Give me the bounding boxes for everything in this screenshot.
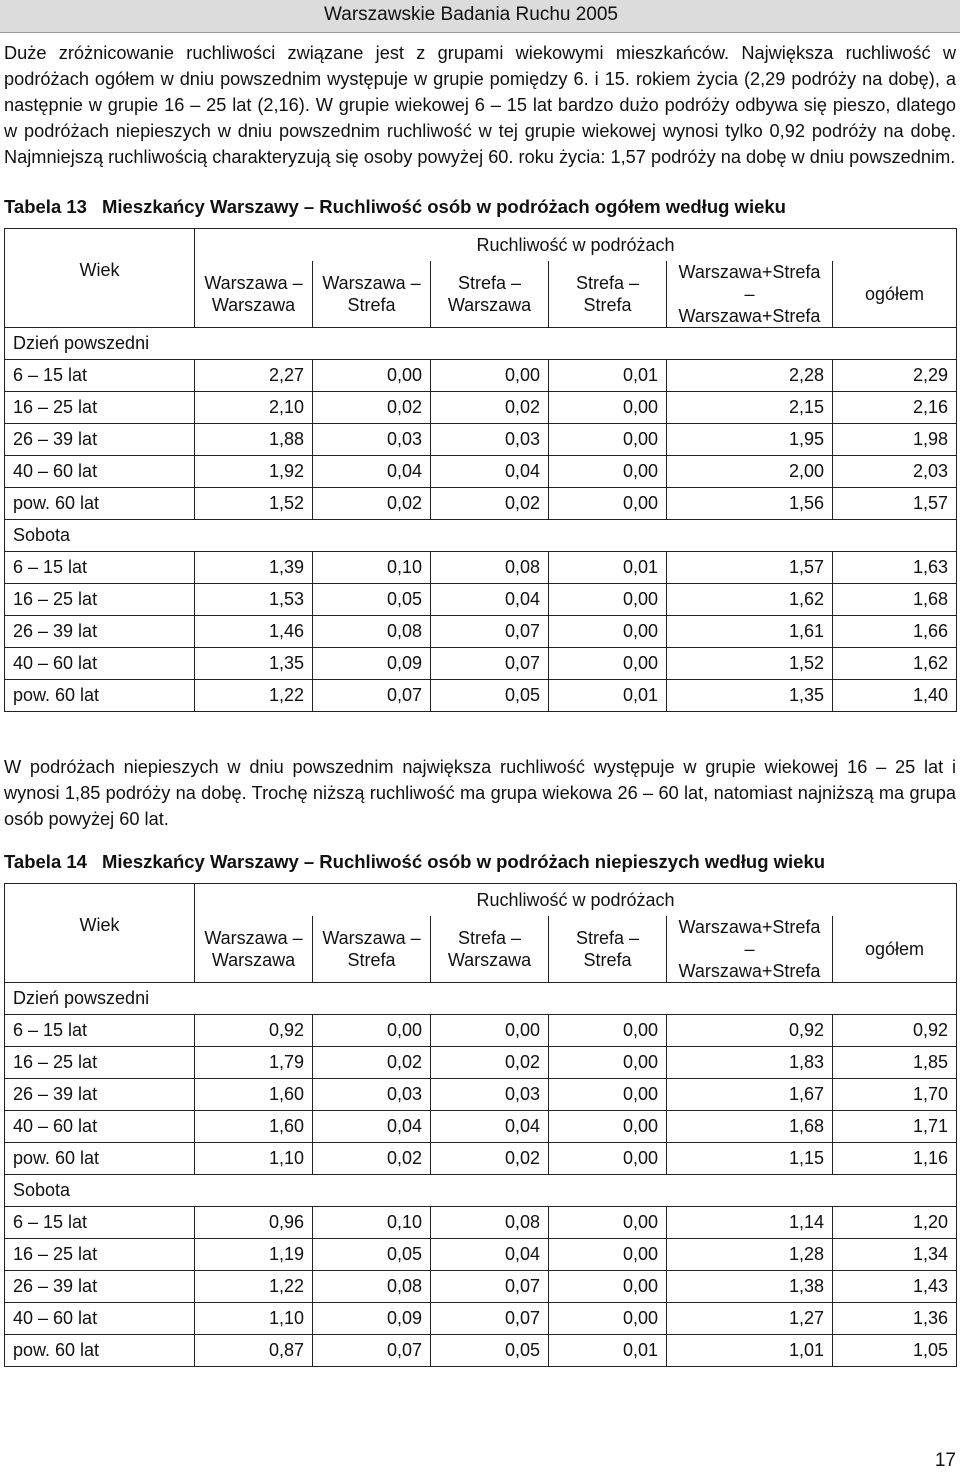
cell-value: 0,00 xyxy=(549,1015,667,1047)
cell-value: 0,08 xyxy=(431,1207,549,1239)
cell-value: 1,38 xyxy=(667,1271,833,1303)
cell-value: 0,00 xyxy=(431,360,549,392)
running-title: Warszawskie Badania Ruchu 2005 xyxy=(324,4,618,25)
row-label-age: 16 – 25 lat xyxy=(5,1239,195,1271)
cell-value: 1,10 xyxy=(195,1303,313,1335)
cell-value: 1,56 xyxy=(667,488,833,520)
row-label-age: 16 – 25 lat xyxy=(5,392,195,424)
cell-value: 1,40 xyxy=(833,680,957,712)
column-header-to: Warszawa+Strefa xyxy=(678,961,821,981)
column-header-to: Strefa xyxy=(347,295,396,315)
cell-value: 1,05 xyxy=(833,1335,957,1367)
cell-value: 0,07 xyxy=(313,680,431,712)
cell-value: 1,98 xyxy=(833,424,957,456)
cell-value: 0,10 xyxy=(313,552,431,584)
cell-value: 1,68 xyxy=(833,584,957,616)
cell-value: 0,96 xyxy=(195,1207,313,1239)
cell-value: 0,00 xyxy=(549,1079,667,1111)
cell-value: 1,35 xyxy=(667,680,833,712)
column-header-from: Warszawa – xyxy=(322,928,421,948)
column-header-from: Strefa – xyxy=(457,928,522,948)
column-header xyxy=(667,916,833,983)
section-row-filler xyxy=(195,520,957,552)
cell-value: 1,63 xyxy=(833,552,957,584)
column-header: ogółem xyxy=(833,916,957,983)
row-label-age: 40 – 60 lat xyxy=(5,456,195,488)
cell-value: 0,07 xyxy=(313,1335,431,1367)
table-row xyxy=(5,1111,957,1143)
intro-paragraph: Duże zróżnicowanie ruchliwości związane jest z grupami wiekowymi mieszkańców. Największa ruchliwość w podróżach ogółem w dniu powszednim występuje w grupie pomiędzy 6. i 15. rokiem życia (2,29 podróży na dobę), a następnie w grupie 16 – 25 lat (2,16). W grupie wiekowej 6 – 15 lat bardzo dużo podróży odbywa się pieszo, dlatego w podróżach niepieszych w dniu powszednim ruchliwość w tej grupie wiekowej wynosi tylko 0,92 podróży na dobę. Najmniejszą ruchliwością charakteryzują się osoby powyżej 60. roku życia: 1,57 podróży na dobę w dniu powszednim. xyxy=(4,43,956,167)
column-header-to: Strefa xyxy=(583,295,632,315)
cell-value: 1,68 xyxy=(667,1111,833,1143)
cell-value: 0,05 xyxy=(313,584,431,616)
column-header-from: Warszawa+Strefa – xyxy=(678,917,821,959)
cell-value: 0,92 xyxy=(195,1015,313,1047)
cell-value: 2,29 xyxy=(833,360,957,392)
cell-value: 0,08 xyxy=(313,616,431,648)
cell-value: 0,03 xyxy=(431,424,549,456)
column-header-to: Strefa xyxy=(583,950,632,970)
column-header xyxy=(549,261,667,328)
table-row xyxy=(5,1271,957,1303)
table-row xyxy=(5,680,957,712)
cell-value: 0,00 xyxy=(431,1015,549,1047)
cell-value: 1,22 xyxy=(195,1271,313,1303)
cell-value: 0,04 xyxy=(431,1239,549,1271)
section-label: Sobota xyxy=(5,1175,195,1207)
cell-value: 1,22 xyxy=(195,680,313,712)
cell-value: 0,10 xyxy=(313,1207,431,1239)
cell-value: 1,01 xyxy=(667,1335,833,1367)
cell-value: 0,92 xyxy=(833,1015,957,1047)
cell-value: 0,01 xyxy=(549,360,667,392)
row-label-age: pow. 60 lat xyxy=(5,1335,195,1367)
cell-value: 0,00 xyxy=(549,1111,667,1143)
running-header xyxy=(0,0,960,32)
row-label-age: 40 – 60 lat xyxy=(5,1303,195,1335)
cell-value: 0,05 xyxy=(313,1239,431,1271)
cell-value: 1,35 xyxy=(195,648,313,680)
cell-value: 1,61 xyxy=(667,616,833,648)
cell-value: 0,07 xyxy=(431,616,549,648)
cell-value: 2,28 xyxy=(667,360,833,392)
cell-value: 1,10 xyxy=(195,1143,313,1175)
cell-value: 0,02 xyxy=(313,1047,431,1079)
table14 xyxy=(4,883,957,1367)
cell-value: 1,36 xyxy=(833,1303,957,1335)
section-label: Dzień powszedni xyxy=(5,328,195,360)
section-label: Dzień powszedni xyxy=(5,983,195,1015)
cell-value: 0,02 xyxy=(313,1143,431,1175)
cell-value: 0,00 xyxy=(549,584,667,616)
table13 xyxy=(4,228,957,712)
cell-value: 0,07 xyxy=(431,1271,549,1303)
row-label-age: 6 – 15 lat xyxy=(5,1015,195,1047)
cell-value: 1,95 xyxy=(667,424,833,456)
cell-value: 1,19 xyxy=(195,1239,313,1271)
row-label-age: 40 – 60 lat xyxy=(5,648,195,680)
row-label-age: pow. 60 lat xyxy=(5,680,195,712)
column-header xyxy=(313,916,431,983)
cell-value: 0,08 xyxy=(313,1271,431,1303)
row-label-age: 26 – 39 lat xyxy=(5,424,195,456)
cell-value: 0,04 xyxy=(431,584,549,616)
row-label-age: 6 – 15 lat xyxy=(5,1207,195,1239)
table-row xyxy=(5,648,957,680)
cell-value: 1,92 xyxy=(195,456,313,488)
cell-value: 1,57 xyxy=(667,552,833,584)
table-row xyxy=(5,392,957,424)
cell-value: 1,62 xyxy=(667,584,833,616)
table-row xyxy=(5,424,957,456)
column-header-to: Warszawa xyxy=(447,950,532,970)
cell-value: 0,02 xyxy=(431,1143,549,1175)
cell-value: 0,03 xyxy=(313,424,431,456)
cell-value: 2,00 xyxy=(667,456,833,488)
cell-value: 0,00 xyxy=(549,1303,667,1335)
table-row xyxy=(5,488,957,520)
cell-value: 0,00 xyxy=(549,616,667,648)
column-header-from: Strefa – xyxy=(575,928,640,948)
column-header-wiek: Wiek xyxy=(5,884,195,983)
cell-value: 0,03 xyxy=(431,1079,549,1111)
middle-paragraph: W podróżach niepieszych w dniu powszednim największa ruchliwość występuje w grupie wiekowej 16 – 25 lat i wynosi 1,85 podróży na dobę. Trochę niższą ruchliwość ma grupa wiekowa 26 – 60 lat, natomiast najniższą ma grupa osób powyżej 60 lat. xyxy=(4,757,956,829)
table13-caption-title: Mieszkańcy Warszawy – Ruchliwość osób w podróżach ogółem według wieku xyxy=(102,196,786,217)
column-header-from: Warszawa – xyxy=(204,928,303,948)
column-header-wiek: Wiek xyxy=(5,229,195,328)
cell-value: 2,27 xyxy=(195,360,313,392)
cell-value: 1,88 xyxy=(195,424,313,456)
cell-value: 0,00 xyxy=(549,1143,667,1175)
cell-value: 1,71 xyxy=(833,1111,957,1143)
column-header-to: Warszawa+Strefa xyxy=(678,306,821,326)
table-row xyxy=(5,1015,957,1047)
cell-value: 0,00 xyxy=(549,392,667,424)
table-row xyxy=(5,1079,957,1111)
column-header-from: Strefa – xyxy=(457,273,522,293)
column-header-from: Warszawa – xyxy=(204,273,303,293)
table14-caption-number: Tabela 14 xyxy=(4,851,87,872)
group-header: Ruchliwość w podróżach xyxy=(195,229,957,262)
column-header xyxy=(549,916,667,983)
cell-value: 0,04 xyxy=(431,456,549,488)
table-row xyxy=(5,1143,957,1175)
section-label: Sobota xyxy=(5,520,195,552)
row-label-age: 6 – 15 lat xyxy=(5,360,195,392)
table-row xyxy=(5,616,957,648)
cell-value: 1,52 xyxy=(195,488,313,520)
cell-value: 0,01 xyxy=(549,1335,667,1367)
cell-value: 1,14 xyxy=(667,1207,833,1239)
table13-caption xyxy=(4,196,786,218)
cell-value: 0,00 xyxy=(549,1271,667,1303)
column-header xyxy=(667,261,833,328)
cell-value: 1,52 xyxy=(667,648,833,680)
column-header-to: Warszawa xyxy=(211,295,296,315)
cell-value: 0,08 xyxy=(431,552,549,584)
column-header-to: Warszawa xyxy=(447,295,532,315)
row-label-age: 40 – 60 lat xyxy=(5,1111,195,1143)
column-header xyxy=(195,261,313,328)
table-row xyxy=(5,552,957,584)
column-header xyxy=(431,261,549,328)
cell-value: 1,85 xyxy=(833,1047,957,1079)
cell-value: 0,00 xyxy=(549,1239,667,1271)
cell-value: 0,00 xyxy=(313,1015,431,1047)
group-header: Ruchliwość w podróżach xyxy=(195,884,957,917)
row-label-age: 26 – 39 lat xyxy=(5,1079,195,1111)
cell-value: 2,10 xyxy=(195,392,313,424)
cell-value: 0,00 xyxy=(549,488,667,520)
table-row xyxy=(5,1239,957,1271)
row-label-age: 26 – 39 lat xyxy=(5,1271,195,1303)
cell-value: 0,04 xyxy=(313,456,431,488)
table-row xyxy=(5,1335,957,1367)
cell-value: 0,05 xyxy=(431,680,549,712)
column-header-from: Warszawa – xyxy=(322,273,421,293)
table14-caption-title: Mieszkańcy Warszawy – Ruchliwość osób w podróżach niepieszych według wieku xyxy=(102,851,826,872)
row-label-age: pow. 60 lat xyxy=(5,1143,195,1175)
cell-value: 1,60 xyxy=(195,1111,313,1143)
column-header xyxy=(431,916,549,983)
cell-value: 1,15 xyxy=(667,1143,833,1175)
column-header-from: Strefa – xyxy=(575,273,640,293)
cell-value: 1,16 xyxy=(833,1143,957,1175)
cell-value: 2,15 xyxy=(667,392,833,424)
cell-value: 0,02 xyxy=(431,1047,549,1079)
table-row xyxy=(5,360,957,392)
row-label-age: 16 – 25 lat xyxy=(5,584,195,616)
row-label-age: 6 – 15 lat xyxy=(5,552,195,584)
cell-value: 0,07 xyxy=(431,1303,549,1335)
cell-value: 1,60 xyxy=(195,1079,313,1111)
cell-value: 0,09 xyxy=(313,648,431,680)
table-row xyxy=(5,1207,957,1239)
cell-value: 0,04 xyxy=(313,1111,431,1143)
cell-value: 0,05 xyxy=(431,1335,549,1367)
cell-value: 0,03 xyxy=(313,1079,431,1111)
table13-caption-number: Tabela 13 xyxy=(4,196,87,217)
cell-value: 1,83 xyxy=(667,1047,833,1079)
column-header xyxy=(195,916,313,983)
cell-value: 2,03 xyxy=(833,456,957,488)
cell-value: 0,02 xyxy=(313,392,431,424)
table-row xyxy=(5,456,957,488)
section-row-filler xyxy=(195,983,957,1015)
cell-value: 0,04 xyxy=(431,1111,549,1143)
cell-value: 1,39 xyxy=(195,552,313,584)
header-divider xyxy=(0,32,960,33)
cell-value: 1,43 xyxy=(833,1271,957,1303)
cell-value: 1,79 xyxy=(195,1047,313,1079)
section-row-filler xyxy=(195,328,957,360)
row-label-age: 16 – 25 lat xyxy=(5,1047,195,1079)
cell-value: 1,53 xyxy=(195,584,313,616)
table14-caption xyxy=(4,851,825,873)
cell-value: 0,00 xyxy=(549,424,667,456)
cell-value: 2,16 xyxy=(833,392,957,424)
cell-value: 0,92 xyxy=(667,1015,833,1047)
page-number: 17 xyxy=(934,1450,956,1471)
table-row xyxy=(5,1047,957,1079)
cell-value: 0,87 xyxy=(195,1335,313,1367)
cell-value: 0,02 xyxy=(431,392,549,424)
cell-value: 0,07 xyxy=(431,648,549,680)
cell-value: 0,00 xyxy=(549,648,667,680)
section-row-filler xyxy=(195,1175,957,1207)
column-header-from: Warszawa+Strefa – xyxy=(678,262,821,304)
cell-value: 1,70 xyxy=(833,1079,957,1111)
table-row xyxy=(5,1303,957,1335)
cell-value: 1,67 xyxy=(667,1079,833,1111)
cell-value: 0,09 xyxy=(313,1303,431,1335)
cell-value: 0,01 xyxy=(549,552,667,584)
cell-value: 1,28 xyxy=(667,1239,833,1271)
cell-value: 1,66 xyxy=(833,616,957,648)
cell-value: 1,20 xyxy=(833,1207,957,1239)
column-header-to: Strefa xyxy=(347,950,396,970)
column-header xyxy=(313,261,431,328)
table-row xyxy=(5,584,957,616)
column-header: ogółem xyxy=(833,261,957,328)
column-header-to: Warszawa xyxy=(211,950,296,970)
cell-value: 0,00 xyxy=(549,1047,667,1079)
cell-value: 1,46 xyxy=(195,616,313,648)
cell-value: 1,34 xyxy=(833,1239,957,1271)
cell-value: 1,57 xyxy=(833,488,957,520)
cell-value: 1,62 xyxy=(833,648,957,680)
cell-value: 0,00 xyxy=(313,360,431,392)
cell-value: 0,02 xyxy=(313,488,431,520)
row-label-age: pow. 60 lat xyxy=(5,488,195,520)
cell-value: 0,00 xyxy=(549,1207,667,1239)
cell-value: 0,01 xyxy=(549,680,667,712)
cell-value: 1,27 xyxy=(667,1303,833,1335)
row-label-age: 26 – 39 lat xyxy=(5,616,195,648)
cell-value: 0,02 xyxy=(431,488,549,520)
cell-value: 0,00 xyxy=(549,456,667,488)
